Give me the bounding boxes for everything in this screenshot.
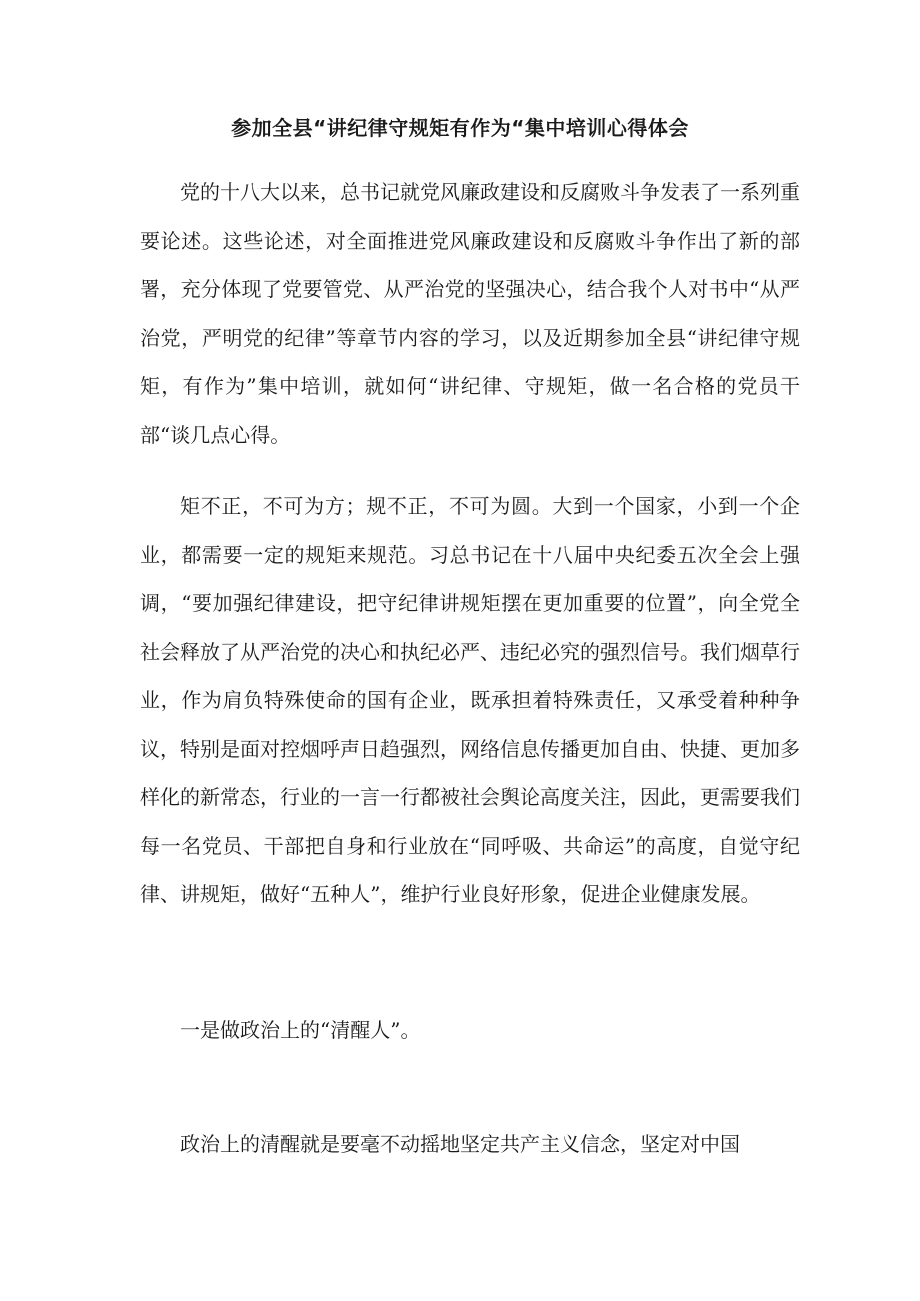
- document-title: 参加全县“讲纪律守规矩有作为“集中培训心得体会: [231, 116, 689, 140]
- paragraph-text: 党的十八大以来，总书记就党风廉政建设和反腐败斗争发表了一系列重要论述。这些论述，对全面推进党风廉政建设和反腐败斗争作出了新的部署，充分体现了党要管党、从严治党的坚强决心，结合我个人对书中“从严治党，严明党的纪律”等章节内容的学习，以及近期参加全县“讲纪律守规矩，有作为”集中培训，就如何“讲纪律、守规矩，做一名合格的党员干部“谈几点心得。: [140, 180, 800, 447]
- paragraph-text: 政治上的清醒就是要毫不动摇地坚定共产主义信念，坚定对中国: [180, 1132, 740, 1156]
- section-heading-text: 一是做政治上的“清醒人”。: [180, 1018, 421, 1042]
- paragraph-rules: [140, 482, 800, 919]
- section-heading: [140, 1006, 800, 1055]
- paragraph-political: [140, 1120, 800, 1169]
- paragraph-intro: [140, 168, 800, 459]
- paragraph-text: 矩不正，不可为方；规不正，不可为圆。大到一个国家，小到一个企业，都需要一定的规矩来规范。习总书记在十八届中央纪委五次全会上强调，“要加强纪律建设，把守纪律讲规矩摆在更加重要的位置”，向全党全社会释放了从严治党的决心和执纪必严、违纪必究的强烈信号。我们烟草行业，作为肩负特殊使命的国有企业，既承担着特殊责任，又承受着种种争议，特别是面对控烟呼声日趋强烈，网络信息传播更加自由、快捷、更加多样化的新常态，行业的一言一行都被社会舆论高度关注，因此，更需要我们每一名党员、干部把自身和行业放在“同呼吸、共命运”的高度，自觉守纪律、讲规矩，做好“五种人”，维护行业良好形象，促进企业健康发展。: [140, 494, 800, 906]
